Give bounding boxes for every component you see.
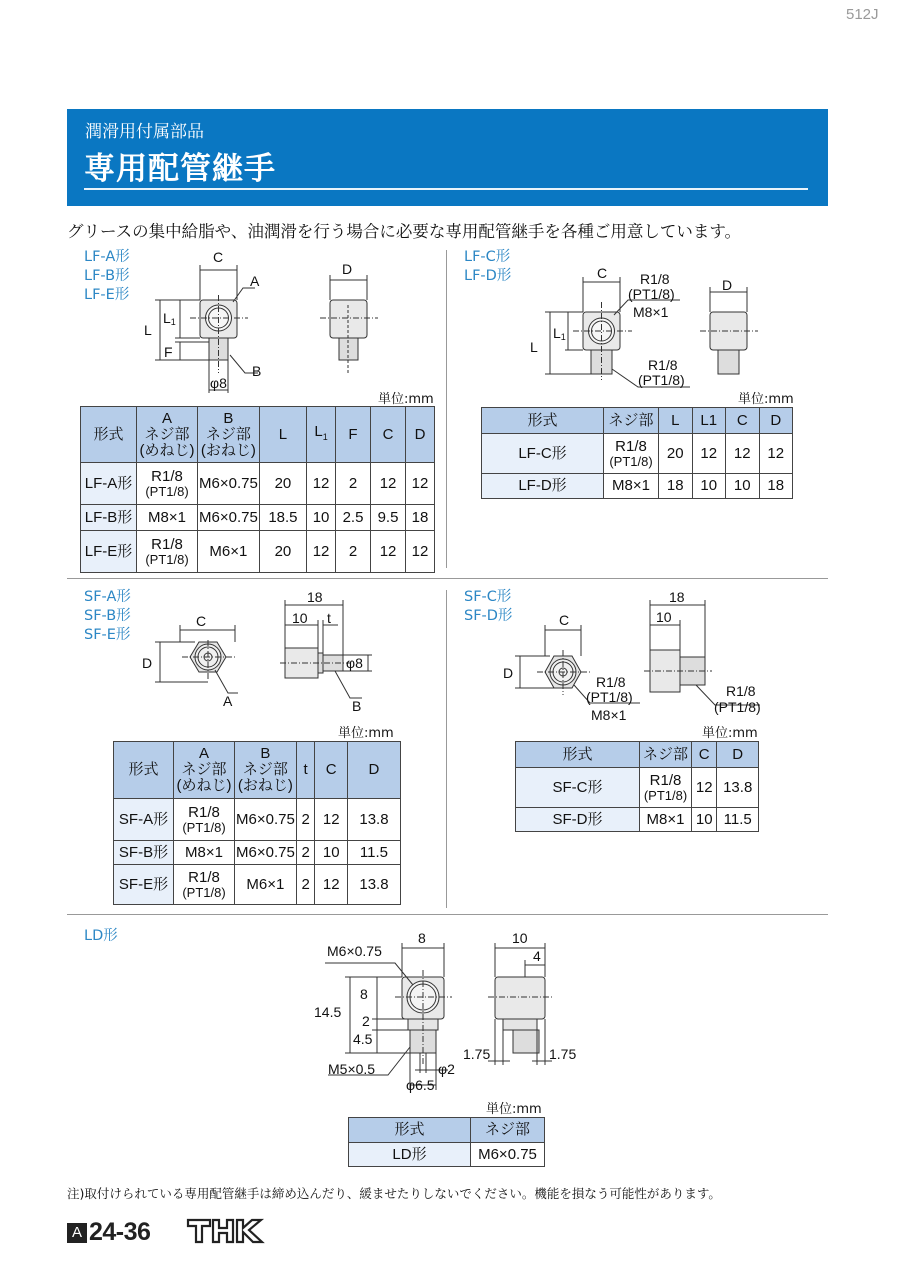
model-label: SF-B形 — [84, 608, 131, 624]
intro-text: グリースの集中給脂や、油潤滑を行う場合に必要な専用配管継手を各種ご用意しています。 — [67, 222, 742, 241]
section-divider-1 — [67, 578, 828, 579]
model-label: SF-E形 — [84, 627, 131, 643]
table-row: LF-D形 M8×1 18 10 10 18 — [482, 474, 793, 499]
header-cell: A ネジ部 (めねじ) — [137, 407, 198, 463]
header-cell: 形式 — [81, 407, 137, 463]
svg-text:10: 10 — [512, 930, 528, 946]
thk-logo — [186, 1217, 266, 1245]
lf-cd-table — [481, 407, 793, 499]
svg-text:M8×1: M8×1 — [591, 707, 627, 723]
svg-text:B: B — [252, 363, 262, 379]
model-label: LF-B形 — [84, 268, 130, 284]
header-cell: D — [717, 742, 759, 768]
column-divider-mid — [446, 590, 447, 908]
sf-abe-diagram — [140, 585, 400, 715]
model-label: LF-A形 — [84, 249, 130, 265]
svg-text:φ8: φ8 — [346, 655, 363, 671]
svg-text:(PT1/8): (PT1/8) — [628, 286, 675, 302]
page-title: 専用配管継手 — [84, 151, 276, 187]
header-cell: 形式 — [349, 1118, 471, 1143]
header-cell: ネジ部 — [640, 742, 692, 768]
table-row: SF-D形 M8×1 10 11.5 — [516, 808, 759, 832]
svg-text:L1: L1 — [163, 310, 176, 327]
header-cell: L — [659, 408, 693, 434]
header-cell: C — [315, 742, 347, 799]
header-cell: ネジ部 — [471, 1118, 545, 1143]
unit-label: 単位:mm — [338, 726, 394, 741]
footnote: 注)取付けられている専用配管継手は締め込んだり、緩ませたりしないでください。機能を損なう可能性があります。 — [67, 1186, 721, 1201]
svg-text:8: 8 — [360, 986, 368, 1002]
svg-text:B: B — [352, 698, 362, 714]
unit-label: 単位:mm — [738, 392, 794, 407]
header-banner — [67, 109, 828, 206]
model-label: SF-C形 — [464, 589, 512, 605]
category-label: 潤滑用付属部品 — [85, 122, 204, 142]
svg-text:4.5: 4.5 — [353, 1031, 373, 1047]
title-underline — [84, 188, 808, 190]
svg-text:D: D — [503, 665, 514, 681]
header-cell: A ネジ部 (めねじ) — [174, 742, 235, 799]
header-cell: L1 — [692, 408, 726, 434]
header-cell: D — [406, 407, 435, 463]
dim-c: C — [213, 249, 224, 265]
svg-text:THK: THK — [186, 1217, 188, 1218]
model-label: LF-E形 — [84, 287, 130, 303]
svg-text:t: t — [327, 610, 331, 626]
svg-text:L: L — [144, 322, 152, 338]
svg-text:L1: L1 — [553, 325, 566, 342]
svg-text:2: 2 — [362, 1013, 370, 1029]
table-row: LF-C形 R1/8 (PT1/8) 20 12 12 12 — [482, 434, 793, 474]
svg-text:M8×1: M8×1 — [633, 304, 669, 320]
svg-text:R1/8: R1/8 — [640, 271, 670, 287]
unit-label: 単位:mm — [486, 1102, 542, 1117]
header-cell: L — [259, 407, 306, 463]
section-divider-2 — [67, 914, 828, 915]
svg-text:R1/8: R1/8 — [648, 357, 678, 373]
svg-text:(PT1/8): (PT1/8) — [586, 689, 633, 705]
svg-text:C: C — [559, 612, 570, 628]
unit-label: 単位:mm — [378, 392, 434, 407]
svg-text:C: C — [597, 265, 608, 281]
svg-text:φ8: φ8 — [210, 375, 227, 391]
header-cell: ネジ部 — [604, 408, 659, 434]
header-cell: 形式 — [516, 742, 640, 768]
svg-text:14.5: 14.5 — [314, 1004, 342, 1020]
header-cell: 形式 — [482, 408, 604, 434]
table-row: LF-A形 R1/8 (PT1/8) M6×0.75 20 12 2 12 12 — [81, 463, 435, 505]
ld-table — [348, 1117, 545, 1167]
lf-cd-labels — [464, 248, 511, 286]
lf-abe-table — [80, 406, 435, 573]
model-label: LF-C形 — [464, 249, 511, 265]
svg-text:(PT1/8): (PT1/8) — [638, 372, 685, 388]
sf-abe-table — [113, 741, 401, 905]
svg-text:R1/8: R1/8 — [726, 683, 756, 699]
svg-text:4: 4 — [533, 948, 541, 964]
page-number — [67, 1218, 150, 1247]
svg-text:A: A — [223, 693, 233, 709]
svg-text:φ2: φ2 — [438, 1061, 455, 1077]
svg-text:8: 8 — [418, 930, 426, 946]
sf-cd-diagram — [500, 585, 800, 725]
svg-text:R1/8: R1/8 — [596, 674, 626, 690]
ld-label: LD形 — [84, 928, 118, 944]
header-cell: t — [296, 742, 315, 799]
svg-text:18: 18 — [669, 589, 685, 605]
svg-text:D: D — [142, 655, 153, 671]
section-letter-badge: A — [67, 1223, 87, 1243]
page-id: 512J — [846, 6, 879, 23]
svg-text:D: D — [722, 277, 733, 293]
unit-label: 単位:mm — [702, 726, 758, 741]
svg-text:φ6.5: φ6.5 — [406, 1077, 435, 1093]
svg-text:10: 10 — [292, 610, 308, 626]
table-row: LD形 M6×0.75 — [349, 1143, 545, 1167]
sf-abe-labels — [84, 588, 131, 645]
header-cell: B ネジ部 (おねじ) — [198, 407, 260, 463]
svg-text:C: C — [196, 613, 207, 629]
page-number-text: 24-36 — [89, 1218, 151, 1246]
header-cell: D — [347, 742, 400, 799]
table-row: SF-B形 M8×1 M6×0.75 2 10 11.5 — [114, 841, 401, 865]
svg-text:L: L — [530, 339, 538, 355]
svg-text:F: F — [164, 344, 173, 360]
header-cell: D — [759, 408, 793, 434]
svg-text:A: A — [250, 273, 260, 289]
header-cell: C — [692, 742, 717, 768]
header-cell: 形式 — [114, 742, 174, 799]
table-row: LF-E形 R1/8 (PT1/8) M6×1 20 12 2 12 12 — [81, 531, 435, 573]
table-row: SF-E形 R1/8 (PT1/8) M6×1 2 12 13.8 — [114, 865, 401, 905]
sf-cd-table — [515, 741, 759, 832]
lf-cd-diagram — [520, 262, 810, 392]
header-cell: $L_1$ — [307, 407, 336, 463]
model-label: SF-D形 — [464, 608, 513, 624]
ld-diagram — [300, 925, 600, 1095]
svg-text:D: D — [342, 261, 353, 277]
svg-text:18: 18 — [307, 589, 323, 605]
header-cell: C — [726, 408, 760, 434]
model-label: LF-D形 — [464, 268, 512, 284]
svg-text:M6×0.75: M6×0.75 — [327, 943, 382, 959]
svg-text:1.75: 1.75 — [549, 1046, 577, 1062]
model-label: SF-A形 — [84, 589, 131, 605]
table-row: SF-C形 R1/8 (PT1/8) 12 13.8 — [516, 768, 759, 808]
header-cell: F — [335, 407, 370, 463]
svg-text:(PT1/8): (PT1/8) — [714, 699, 761, 715]
table-row: SF-A形 R1/8 (PT1/8) M6×0.75 2 12 13.8 — [114, 799, 401, 841]
svg-text:1.75: 1.75 — [463, 1046, 491, 1062]
svg-text:10: 10 — [656, 609, 672, 625]
header-cell: C — [371, 407, 406, 463]
table-row: LF-B形 M8×1 M6×0.75 18.5 10 2.5 9.5 18 — [81, 505, 435, 531]
svg-text:M5×0.5: M5×0.5 — [328, 1061, 376, 1077]
lf-abe-diagram — [130, 245, 450, 400]
header-cell: B ネジ部 (おねじ) — [235, 742, 297, 799]
lf-abe-labels — [84, 248, 130, 305]
